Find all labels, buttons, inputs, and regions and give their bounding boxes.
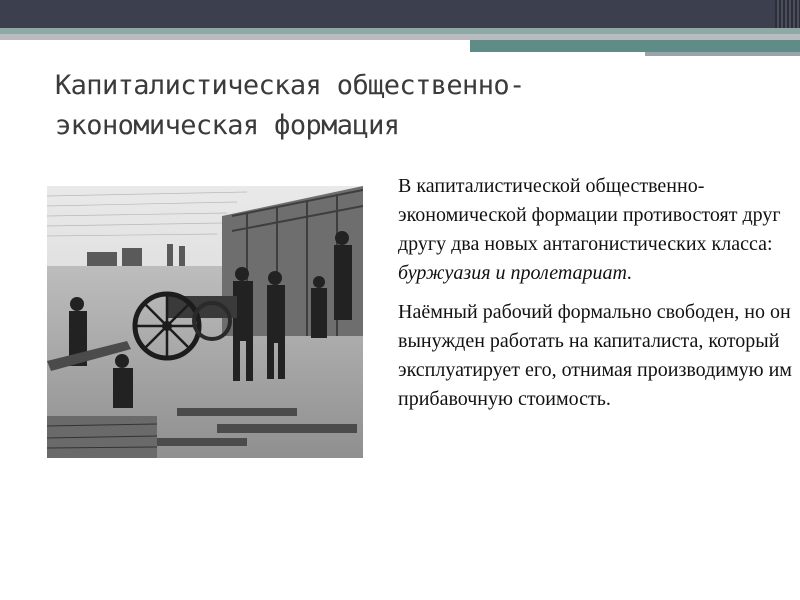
body-paragraph-1-text: В капиталистической общественно-экономической формации противостоят друг другу два новых антагонистических класса: <box>398 175 781 255</box>
header-accent-bar <box>470 40 800 52</box>
slide-title-line-1: Капиталистическая общественно- <box>55 70 525 101</box>
slide-body-text <box>398 172 793 414</box>
engraving-illustration <box>47 186 363 458</box>
header-corner-pattern <box>775 0 800 28</box>
slide-title-line-2: экономическая формация <box>55 110 400 141</box>
body-paragraph-1 <box>398 172 793 288</box>
body-paragraph-1-emphasis: буржуазия и пролетариат. <box>398 262 633 284</box>
header-dark-band <box>0 0 800 28</box>
slide-title <box>55 66 755 146</box>
header-accent-thin-bar <box>645 52 800 56</box>
body-paragraph-2: Наёмный рабочий формально свободен, но он вынужден работать на капиталиста, который эксплуатирует его, отнимая производимую им прибавочную стоимость. <box>398 301 792 410</box>
